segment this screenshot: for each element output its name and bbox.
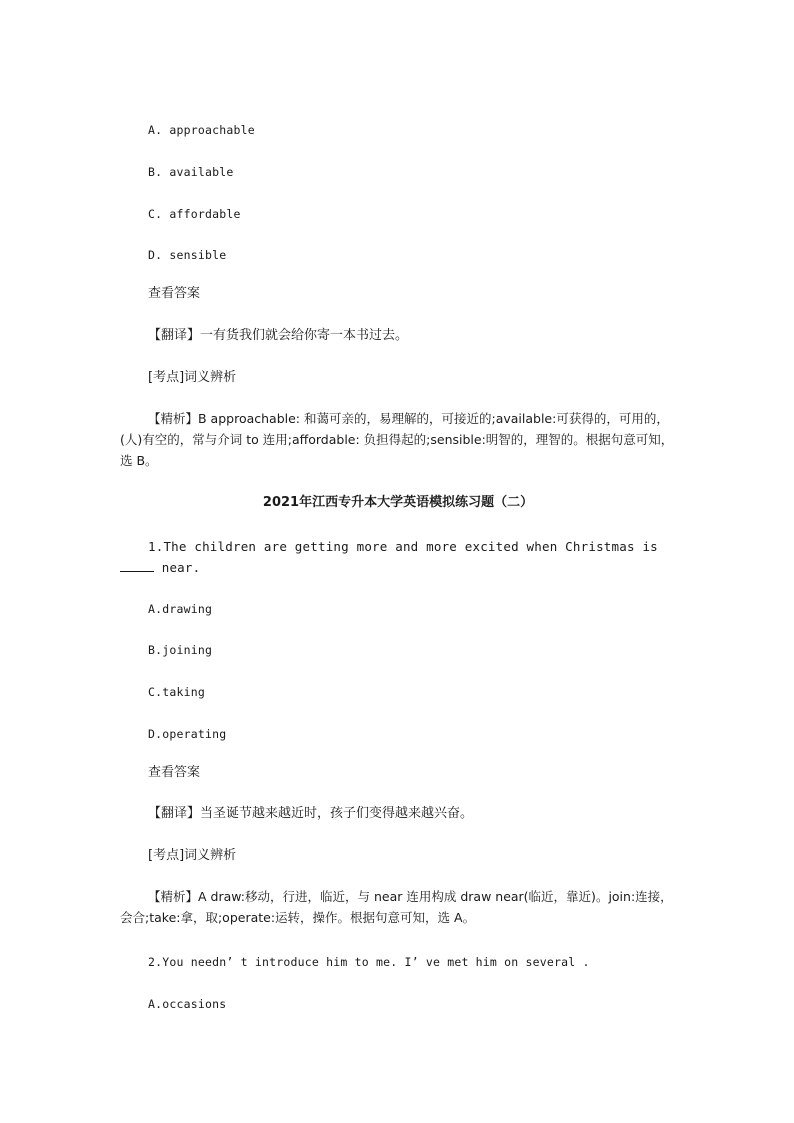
translation-text: 【翻译】一有货我们就会给你寄一本书过去。 — [148, 328, 409, 343]
question-1-stem — [120, 536, 676, 578]
answer-blank — [120, 560, 154, 572]
kaodian-text: [考点]词义辨析 — [148, 370, 237, 385]
q1-option-b: B.joining — [148, 643, 213, 657]
option-c: C. affordable — [148, 207, 241, 221]
option-a: A. approachable — [148, 123, 255, 137]
q1-translation-text: 【翻译】当圣诞节越来越近时，孩子们变得越来越兴奋。 — [148, 806, 474, 821]
q1-view-answer-link[interactable]: 查看答案 — [148, 765, 201, 780]
q1-analysis-paragraph: 【精析】A draw:移动，行进，临近，与 near 连用构成 draw near(临近，靠近)。join:连接，会合;take:拿，取;operate:运转，操作。根据句意可知，选 A。 — [120, 889, 673, 925]
q1-option-d: D.operating — [148, 727, 227, 741]
question-1-stem-tail: near. — [161, 560, 201, 575]
question-1-stem-text: 1.The children are getting more and more excited when Christmas is — [148, 539, 658, 554]
q1-kaodian-text: [考点]词义辨析 — [148, 848, 237, 863]
question-2-stem: 2.You needn’ t introduce him to me. I’ ve met him on several . — [148, 955, 590, 969]
option-d: D. sensible — [148, 248, 227, 262]
section-title: 2021年江西专升本大学英语模拟练习题（二） — [262, 495, 534, 510]
q1-option-c: C.taking — [148, 685, 205, 699]
analysis-paragraph: 【精析】B approachable: 和蔼可亲的，易理解的，可接近的;available:可获得的，可用的，(人)有空的，常与介词 to 连用;affordable: 负担得起的;sensible:明智的，理智的。根据句意可知，选 B。 — [120, 411, 674, 468]
view-answer-link[interactable]: 查看答案 — [148, 286, 201, 301]
q2-option-a: A.occasions — [148, 997, 227, 1011]
option-b: B. available — [148, 165, 234, 179]
q1-option-a: A.drawing — [148, 602, 213, 616]
